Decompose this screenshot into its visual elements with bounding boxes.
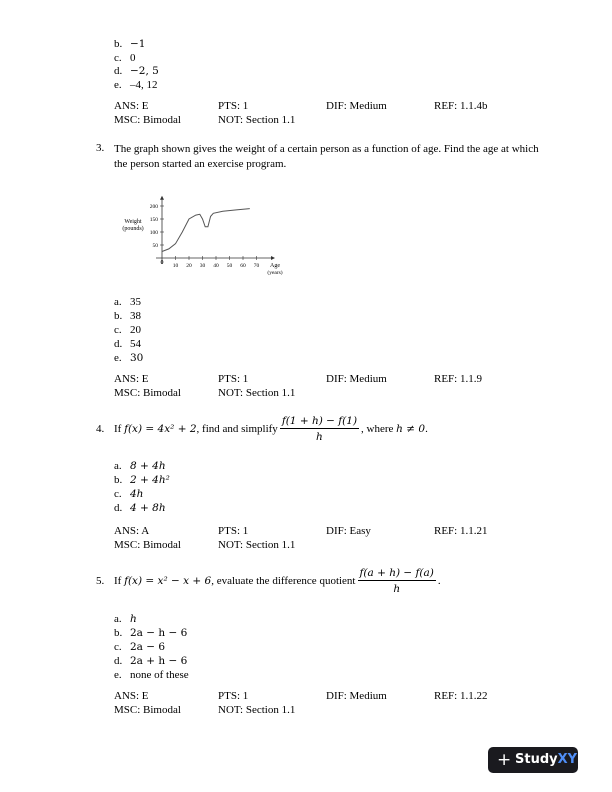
q3-not: NOT: Section 1.1: [218, 387, 296, 399]
q5-fraction: $\frac{f(a + h) - f(a)}{h}$: [359, 567, 434, 595]
q5-function: f(x) = x² − x + 6: [124, 575, 212, 587]
prev-msc: MSC: Bimodal: [114, 114, 181, 126]
x-tick-label: 70: [253, 263, 260, 269]
prev-pts: PTS: 1: [218, 100, 249, 112]
q3-msc: MSC: Bimodal: [114, 387, 181, 399]
plus-icon: +: [497, 750, 512, 770]
q5-option-a: a. h: [114, 613, 137, 625]
y-axis-label-line1: Weight: [124, 219, 142, 225]
x-tick-label: 10: [172, 263, 179, 269]
origin-label: 0: [160, 260, 164, 266]
q5-option-b: b. 2a − h − 6: [114, 627, 188, 639]
x-axis-label-line1: Age: [270, 263, 280, 269]
q4-option-c: c. 4h: [114, 488, 144, 500]
x-axis-arrow: [271, 256, 275, 260]
q4-text: If f(x) = 4x² + 2 , find and simplify $\frac{f(1 + h) - f(1)}{h}$ , where h ≠ 0 .: [114, 415, 428, 443]
x-tick-label: 30: [199, 263, 206, 269]
q3-option-a: a. 35: [114, 296, 141, 308]
x-tick-label: 40: [213, 263, 219, 269]
prev-ans: ANS: E: [114, 100, 149, 112]
y-axis-label-line2: (pounds): [122, 226, 144, 232]
q3-ans: ANS: E: [114, 373, 149, 385]
prev-option-d: d. −2, 5: [114, 65, 159, 77]
q4-not: NOT: Section 1.1: [218, 539, 296, 551]
q5-option-d: d. 2a + h − 6: [114, 655, 188, 667]
q5-ref: REF: 1.1.22: [434, 690, 488, 702]
q5-number: 5.: [96, 575, 105, 587]
weight-series-line: [162, 209, 250, 252]
q5-dif: DIF: Medium: [326, 690, 387, 702]
x-tick-label: 60: [240, 263, 246, 269]
q5-text: If f(x) = x² − x + 6 , evaluate the difference quotient $\frac{f(a + h) - f(a)}{h}$ .: [114, 567, 441, 595]
q5-pts: PTS: 1: [218, 690, 249, 702]
prev-dif: DIF: Medium: [326, 100, 387, 112]
q3-option-b: b. 38: [114, 310, 141, 322]
x-tick-label: 50: [226, 263, 233, 269]
q3-option-c: c. 20: [114, 324, 141, 336]
studyxy-logo[interactable]: + StudyXY: [488, 747, 578, 773]
q4-ref: REF: 1.1.21: [434, 525, 488, 537]
y-tick-label: 200: [149, 204, 158, 210]
y-tick-label: 150: [149, 217, 158, 223]
q5-ans: ANS: E: [114, 690, 149, 702]
y-axis-arrow: [160, 196, 164, 200]
q4-function: f(x) = 4x² + 2: [124, 423, 197, 435]
q4-ans: ANS: A: [114, 525, 150, 537]
q5-option-c: c. 2a − 6: [114, 641, 166, 653]
q5-option-e: e. none of these: [114, 669, 189, 681]
prev-not: NOT: Section 1.1: [218, 114, 296, 126]
q3-text: The graph shown gives the weight of a certain person as a function of age. Find the age at which the person started an exercise program.: [114, 143, 539, 170]
y-tick-label: 100: [149, 230, 158, 236]
x-axis-label-line2: (years): [267, 270, 283, 276]
q3-number: 3.: [96, 142, 105, 154]
q3-dif: DIF: Medium: [326, 373, 387, 385]
q4-number: 4.: [96, 423, 105, 435]
q4-option-b: b. 2 + 4h²: [114, 474, 170, 486]
weight-age-chart: [115, 190, 285, 285]
prev-option-e: e. –4, 12: [114, 79, 158, 91]
q4-option-a: a. 8 + 4h: [114, 460, 166, 472]
prev-option-b: b. −1: [114, 38, 146, 50]
q4-option-d: d. 4 + 8h: [114, 502, 166, 514]
q3-pts: PTS: 1: [218, 373, 249, 385]
q3-ref: REF: 1.1.9: [434, 373, 482, 385]
q4-msc: MSC: Bimodal: [114, 539, 181, 551]
prev-option-c: c. 0: [114, 52, 136, 64]
q5-msc: MSC: Bimodal: [114, 704, 181, 716]
q4-pts: PTS: 1: [218, 525, 249, 537]
y-tick-label: 50: [152, 243, 158, 249]
q4-dif: DIF: Easy: [326, 525, 371, 537]
q3-option-e: e. 30: [114, 352, 144, 364]
q5-not: NOT: Section 1.1: [218, 704, 296, 716]
q3-option-d: d. 54: [114, 338, 141, 350]
q4-fraction: $\frac{f(1 + h) - f(1)}{h}$: [281, 415, 358, 443]
x-tick-label: 20: [186, 263, 192, 269]
prev-ref: REF: 1.1.4b: [434, 100, 488, 112]
